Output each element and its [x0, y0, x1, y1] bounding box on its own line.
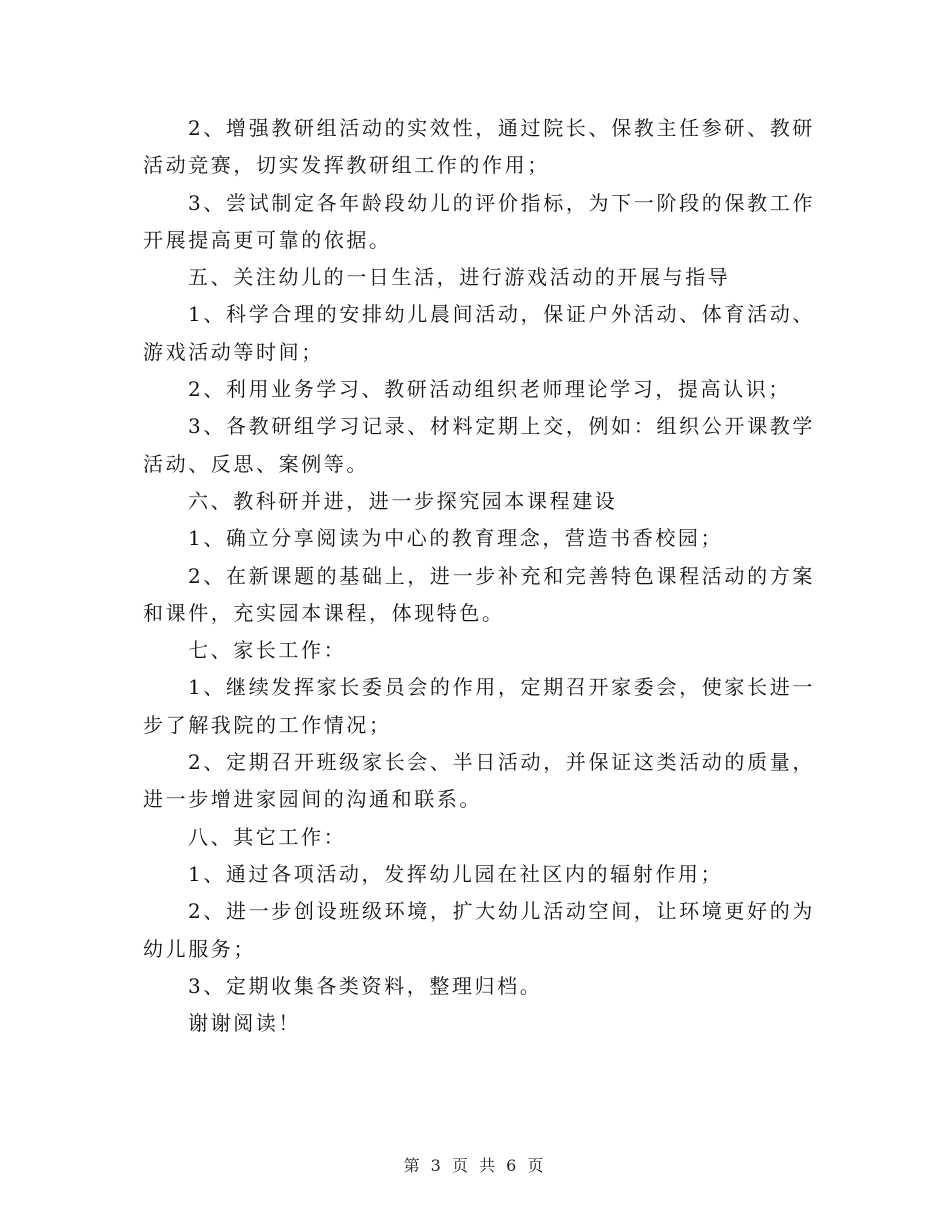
paragraph-item-2-meetings: 2、定期召开班级家长会、半日活动，并保证这类活动的质量，进一步增进家园间的沟通和联系。: [143, 750, 815, 812]
page-number-footer: 第 3 页 共 6 页: [403, 1156, 547, 1175]
paragraph-item-2-curriculum: 2、在新课题的基础上，进一步补充和完善特色课程活动的方案和课件，充实园本课程，体现特色。: [143, 563, 815, 625]
paragraph-item-2-study: 2、利用业务学习、教研活动组织老师理论学习，提高认识；: [188, 377, 791, 402]
paragraph-item-3-evaluation: 3、尝试制定各年龄段幼儿的评价指标，为下一阶段的保教工作开展提高更可靠的依据。: [143, 190, 815, 252]
paragraph-item-1-community: 1、通过各项活动，发挥幼儿园在社区内的辐射作用；: [188, 861, 724, 886]
closing-line: 谢谢阅读！: [188, 1011, 301, 1036]
paragraph-item-3-records: 3、各教研组学习记录、材料定期上交，例如：组织公开课教学活动、反思、案例等。: [143, 414, 815, 476]
paragraph-item-2-environment: 2、进一步创设班级环境，扩大幼儿活动空间，让环境更好的为幼儿服务；: [143, 899, 815, 961]
paragraph-item-1-reading: 1、确立分享阅读为中心的教育理念，营造书香校园；: [188, 526, 724, 551]
section-heading-seven: 七、家长工作：: [188, 638, 347, 663]
section-heading-eight: 八、其它工作：: [188, 824, 347, 849]
paragraph-item-2-teaching-groups: 2、增强教研组活动的实效性，通过院长、保教主任参研、教研活动竞赛，切实发挥教研组工作的作用；: [143, 116, 815, 178]
paragraph-item-3-archive: 3、定期收集各类资料，整理归档。: [188, 973, 543, 998]
paragraph-item-1-morning: 1、科学合理的安排幼儿晨间活动，保证户外活动、体育活动、游戏活动等时间；: [143, 302, 815, 364]
section-heading-six: 六、教科研并进，进一步探究园本课程建设: [188, 488, 618, 513]
section-heading-five: 五、关注幼儿的一日生活，进行游戏活动的开展与指导: [188, 265, 731, 290]
paragraph-item-1-committee: 1、继续发挥家长委员会的作用，定期召开家委会，使家长进一步了解我院的工作情况；: [143, 675, 815, 737]
document-body: [143, 110, 815, 1042]
